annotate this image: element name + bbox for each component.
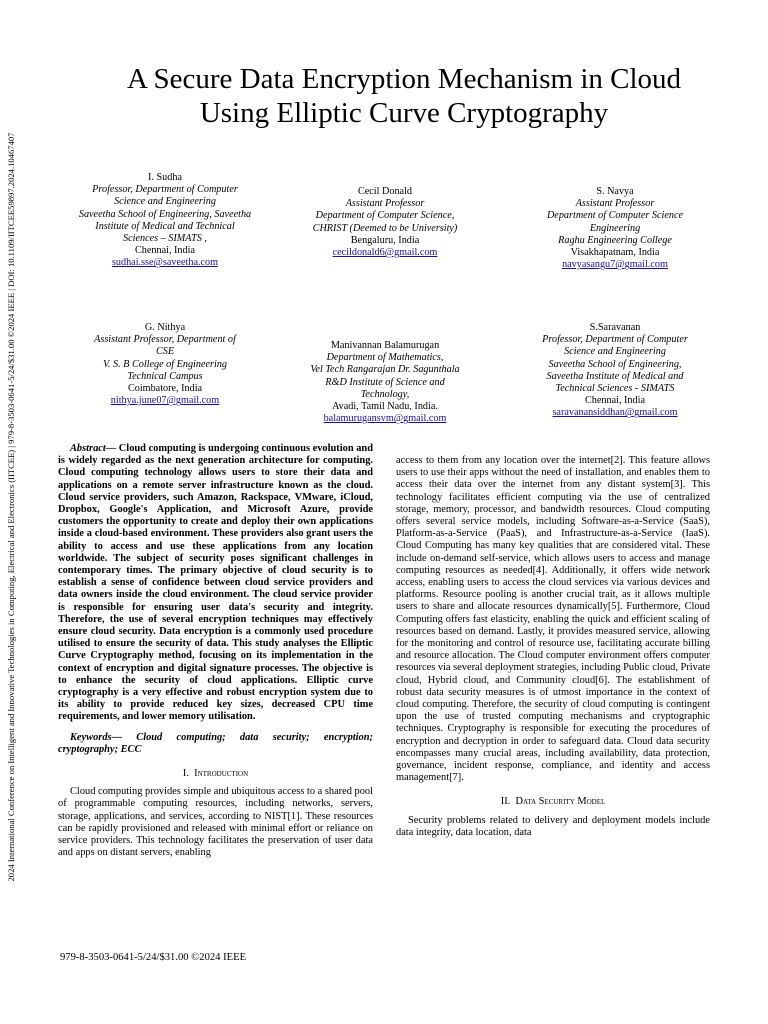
- author-location: Bengaluru, India: [350, 234, 420, 246]
- conference-sidebar: [4, 72, 18, 942]
- author-role: Professor, Department of Computer: [92, 184, 238, 196]
- author-dept: Engineering: [589, 222, 641, 234]
- author-name: S. Navya: [596, 186, 634, 197]
- author-block-6: [510, 322, 720, 420]
- author-location: Coimbatore, India: [127, 383, 203, 395]
- abstract-text: Cloud computing is undergoing continuous evolution and is widely regarded as the next generation architecture for computing. Cloud computing technology allows users to store their data and applications on a remote server infrastructure known as the cloud. Cloud service providers, such Amazon, Rackspace, VMware, iCloud, Dropbox, Google's Application, and Microsoft Azure, provide customers the opportunity to create and deploy their own applications inside a cloud-based environment. These providers also grant users the ability to access and use these applications from any location worldwide. The subject of security poses significant challenges in contemporary times. The primary objective of cloud security is to establish a sense of confidence between cloud service providers and data owners inside the cloud environment. The cloud service provider is responsible for ensuring user data's security and integrity. Therefore, the use of several encryption techniques may effectively ensure cloud security. Data encryption is a commonly used procedure utilised to ensure the security of data. This study analyses the Elliptic Curve Cryptography method, focusing on its implementation in the context of encryption and digital signature processes. The objective is to enhance the security of cloud applications. Elliptic curve cryptography is a very effective and robust encryption system due to its ability to provide reduced key sizes, decreased CPU time requirements, and lower memory utilisation.: [58, 443, 373, 723]
- page-footer: 979-8-3503-0641-5/24/$31.00 ©2024 IEEE: [60, 952, 247, 963]
- author-block-4: [60, 322, 270, 407]
- author-email-link[interactable]: sudhai.sse@saveetha.com: [111, 257, 219, 269]
- author-role: Assistant Professor: [345, 198, 425, 210]
- author-role: Assistant Professor: [575, 198, 655, 210]
- right-column: [396, 455, 710, 839]
- section-title: Introduction: [194, 768, 249, 780]
- abstract-label: Abstract—: [70, 443, 117, 454]
- author-institution: Technical Campus: [127, 370, 203, 382]
- author-name: S.Saravanan: [589, 322, 641, 333]
- author-block-2: [280, 186, 490, 259]
- author-block-5: [280, 340, 490, 425]
- author-location: Visakhapatnam, India: [570, 247, 660, 259]
- author-institution: Raghu Engineering College: [558, 234, 672, 246]
- author-institution: Technology,: [360, 388, 410, 400]
- author-dept: Science and Engineering: [564, 346, 666, 358]
- author-name: Manivannan Balamurugan: [330, 340, 440, 351]
- left-column: [58, 443, 373, 860]
- author-email-link[interactable]: saravanansiddhan@gmail.com: [552, 407, 678, 419]
- title-line-2: Using Elliptic Curve Cryptography: [199, 97, 609, 129]
- title-line-1: A Secure Data Encryption Mechanism in Cloud: [126, 63, 682, 95]
- intro-paragraph: Cloud computing provides simple and ubiquitous access to a shared pool of programmable computing resources, including networks, servers, storage, applications, and services, according to NIST[1]. These resources can be rapidly provisioned and released with minimal effort or reliance on service providers. This technology facilitates the preservation of user data and apps on distant servers, enabling: [58, 786, 374, 859]
- author-institution: CHRIST (Deemed to be University): [312, 222, 458, 234]
- author-institution: Technical Sciences - SIMATS: [555, 383, 675, 395]
- paper-title: [60, 62, 748, 130]
- author-email-link[interactable]: nithya.june07@gmail.com: [110, 395, 220, 407]
- author-email-link[interactable]: navyasangu7@gmail.com: [562, 259, 668, 271]
- author-dept: Department of Mathematics,: [326, 352, 444, 364]
- author-role: Assistant Professor, Department of: [94, 334, 236, 346]
- author-block-3: [510, 186, 720, 271]
- section-number: I.: [182, 768, 189, 780]
- author-institution: Vel Tech Rangarajan Dr. Sagunthala: [310, 364, 460, 376]
- section-number: II.: [500, 796, 511, 808]
- section2-paragraph: Security problems related to delivery and deployment models include data integrity, data location, data: [396, 814, 710, 838]
- keywords-text: Cloud computing; data security; encryption; cryptography; ECC: [58, 731, 373, 755]
- author-role: Professor, Department of Computer: [542, 334, 688, 346]
- author-location: Avadi, Tamil Nadu, India.: [332, 401, 438, 413]
- author-name: I. Sudha: [148, 172, 182, 183]
- section-heading-data-security: [396, 796, 710, 808]
- section-title: Data Security Model: [515, 796, 606, 808]
- author-email-link[interactable]: cecildonald6@gmail.com: [332, 247, 438, 259]
- intro-continued-paragraph: access to them from any location over the internet[2]. This feature allows users to use their apps without the need of installation, and enables them to access their data over the internet from any distant system[3]. This technology facilitates efficient computing via the use of centralized storage, memory, processor, and bandwidth resources. Cloud computing offers several service models, including Software-as-a-Service (SaaS), Platform-as-a-Service (PaaS), and Infrastructure-as-a-Service (IaaS). Cloud Computing has many key qualities that are considered vital. These include on-demand self-service, which allows users to access and manage computing resources as needed[4]. Additionally, it offers wide network access, enabling users to access the cloud services via various devices and platforms. Resource pooling is another crucial trait, as it allows multiple users to share and allocate resources dynamically[5]. Furthermore, Cloud Computing offers fast elasticity, enabling the quick and efficient scaling of resources based on demand. Lastly, it provides measured service, allowing for the monitoring and control of resource use, facilitating accurate billing and resource allocation. The Cloud computer environment offers computer resources via several deployment strategies, including Public cloud, Private cloud, Hybrid cloud, and Community cloud[6]. The establishment of robust data security measures is of utmost importance in the context of cloud computing. Therefore, the security of cloud computing is contingent upon the use of trusted computing mechanisms and cryptographic techniques. Cryptography is responsible for executing the procedures of encryption and decryption in order to safeguard data. Cloud data security encompasses many crucial areas, including availability, data protection, governance, incident response, compliance, and identity and access management[7].: [396, 455, 710, 784]
- author-location: Chennai, India: [135, 245, 195, 257]
- author-institution: V. S. B College of Engineering: [102, 358, 228, 370]
- author-dept: Science and Engineering: [114, 196, 216, 208]
- author-institution: Saveetha School of Engineering,: [548, 358, 682, 370]
- author-institution: R&D Institute of Science and: [325, 376, 445, 388]
- author-location: Chennai, India: [585, 395, 645, 407]
- author-block-1: [60, 172, 270, 270]
- author-dept: Department of Computer Science: [546, 210, 684, 222]
- author-name: Cecil Donald: [357, 186, 413, 197]
- sidebar-text: 2024 International Conference on Intelligent and Innovative Technologies in Computing, Electrical and Electronics (IITCEE) | 979-8-3503-0641-5/24/$31.00 ©2024 IEEE | DOI: 10.1109/IITCEE59897.2024.10467407: [6, 132, 16, 882]
- section-heading-introduction: [58, 768, 373, 780]
- author-institution: Saveetha Institute of Medical and: [546, 370, 684, 382]
- author-name: G. Nithya: [144, 322, 186, 333]
- keywords-label: Keywords—: [70, 731, 122, 743]
- author-institution: Institute of Medical and Technical: [95, 220, 235, 232]
- abstract-paragraph: [58, 443, 373, 724]
- author-dept: CSE: [155, 346, 175, 358]
- author-dept: Department of Computer Science,: [315, 210, 455, 222]
- author-institution: Sciences – SIMATS ,: [123, 233, 207, 245]
- author-institution: Saveetha School of Engineering, Saveetha: [78, 208, 252, 220]
- keywords-paragraph: [58, 732, 373, 756]
- author-email-link[interactable]: balamurugansvm@gmail.com: [323, 413, 447, 425]
